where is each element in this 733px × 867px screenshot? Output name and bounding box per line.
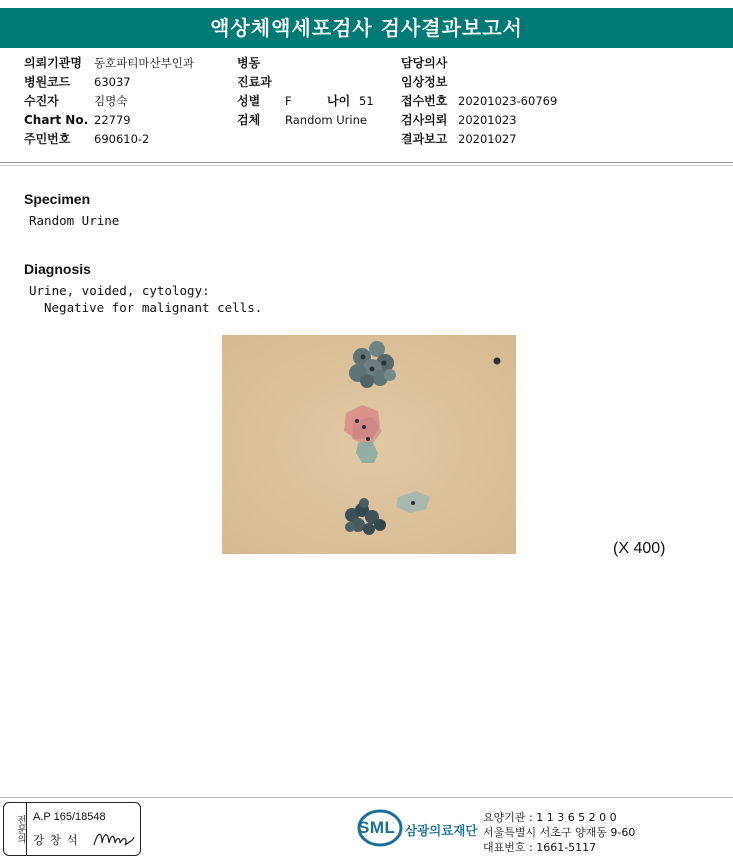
header-divider xyxy=(0,162,733,163)
info-row-ward xyxy=(237,54,374,73)
specimen-heading: Specimen xyxy=(24,191,91,207)
info-row-receipt-no xyxy=(401,92,557,111)
institution-code: 요양기관 : 1 1 3 6 5 2 0 0 xyxy=(483,811,617,824)
info-row-department xyxy=(237,73,374,92)
header-col3 xyxy=(401,54,557,149)
info-value: F xyxy=(285,94,292,108)
info-value: 김명숙 xyxy=(94,94,128,108)
info-value: 20201027 xyxy=(458,132,517,146)
info-row-physician xyxy=(401,54,557,73)
info-label: Chart No. xyxy=(24,113,89,127)
info-row-request-date xyxy=(401,111,557,130)
phone-number: 대표번호 : 1661-5117 xyxy=(483,841,597,854)
logo-text: SML xyxy=(358,818,396,837)
footer-divider xyxy=(0,797,733,798)
org-name: 삼광의료재단 xyxy=(405,823,478,838)
info-value: 20201023 xyxy=(458,113,517,127)
info-row-institution xyxy=(24,54,194,73)
info-row-specimen xyxy=(237,111,374,130)
info-label: 검사의뢰 xyxy=(401,113,448,127)
info-label: 병원코드 xyxy=(24,75,71,89)
pathologist-name: 강 창 석 xyxy=(33,833,79,847)
info-row-hospital-code xyxy=(24,73,194,92)
address: 서울특별시 서초구 양재동 9-60 xyxy=(483,826,636,839)
signature-scribble xyxy=(92,827,136,849)
info-value: 690610-2 xyxy=(94,132,150,146)
header-divider-shadow xyxy=(0,165,733,166)
diagnosis-line-2: Negative for malignant cells. xyxy=(44,300,263,315)
info-row-patient xyxy=(24,92,194,111)
info-row-resident-no xyxy=(24,130,194,149)
cytology-micrograph xyxy=(222,335,516,554)
info-row-clinical-info xyxy=(401,73,557,92)
info-value: 63037 xyxy=(94,75,131,89)
ap-number: A.P 165/18548 xyxy=(33,811,106,823)
info-value: 동호파티마산부인과 xyxy=(94,56,194,70)
info-label: 진료과 xyxy=(237,75,272,89)
info-label: 병동 xyxy=(237,56,261,70)
info-label: 검체 xyxy=(237,113,261,127)
info-value: 20201023-60769 xyxy=(458,94,558,108)
diagnosis-heading: Diagnosis xyxy=(24,261,91,277)
info-label: 수진자 xyxy=(24,94,59,108)
info-label: 주민번호 xyxy=(24,132,71,146)
age-label: 나이 xyxy=(327,94,351,108)
info-label: 성별 xyxy=(237,94,261,108)
magnification-label: (X 400) xyxy=(613,540,666,557)
info-value: 22779 xyxy=(94,113,131,127)
diagnosis-line-1: Urine, voided, cytology: xyxy=(29,283,210,298)
info-label: 의뢰기관명 xyxy=(24,56,82,70)
header-col1 xyxy=(24,54,194,149)
info-label: 결과보고 xyxy=(401,132,448,146)
age-value: 51 xyxy=(359,94,374,108)
specialist-label: 전문의 xyxy=(4,803,27,855)
signature-box xyxy=(3,802,141,856)
header-col2 xyxy=(237,54,374,130)
info-label: 임상정보 xyxy=(401,75,448,89)
micrograph-cells xyxy=(222,335,516,554)
info-row-chart-no xyxy=(24,111,194,130)
info-row-sex-age xyxy=(237,92,374,111)
info-row-report-date xyxy=(401,130,557,149)
report-title: 액상체액세포검사 검사결과보고서 xyxy=(0,8,733,48)
info-label: 접수번호 xyxy=(401,94,448,108)
info-label: 담당의사 xyxy=(401,56,448,70)
specimen-text: Random Urine xyxy=(29,213,120,228)
info-value: Random Urine xyxy=(285,113,367,127)
